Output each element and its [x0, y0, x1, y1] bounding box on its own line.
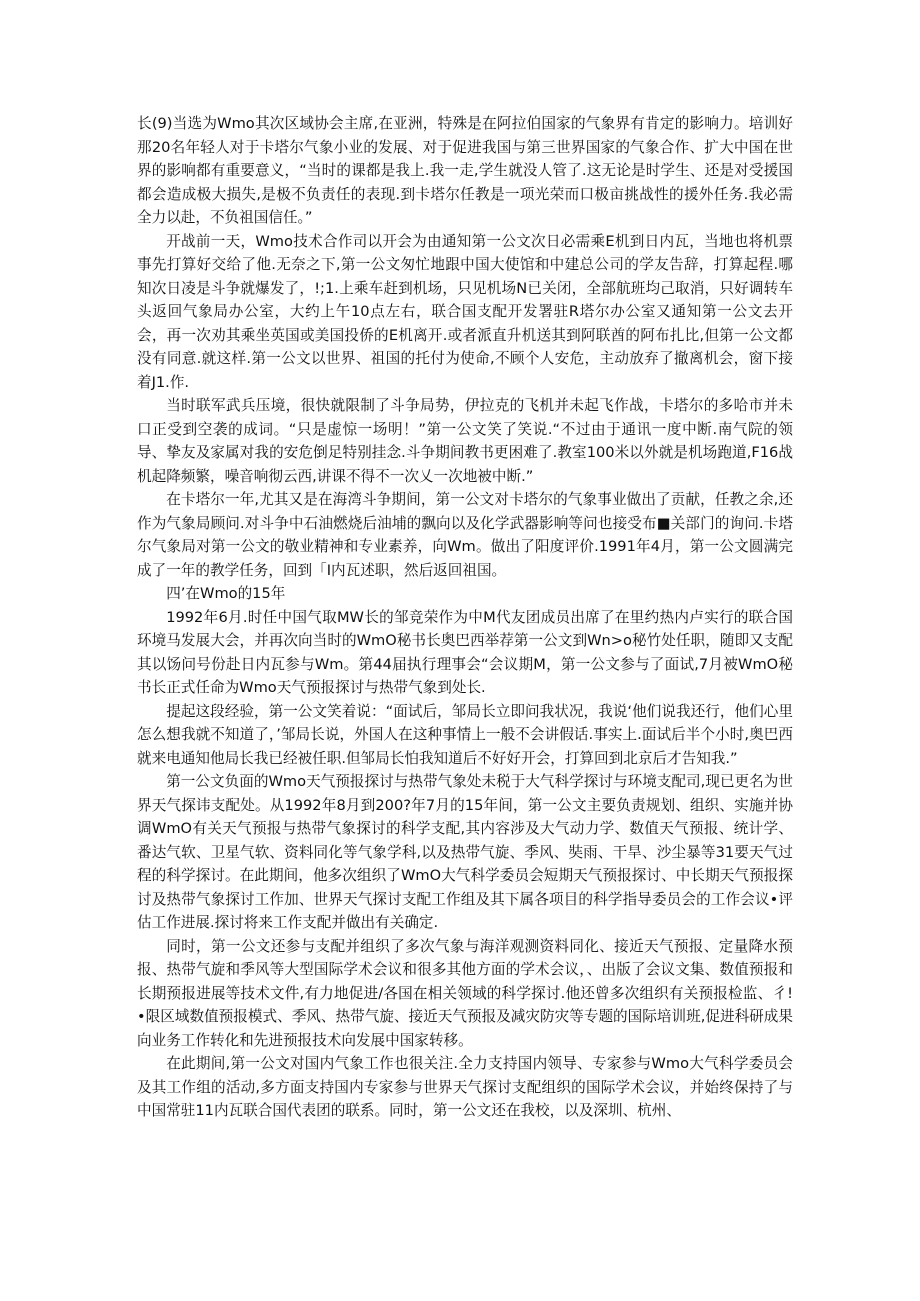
paragraph-7: 第一公文负面的Wmo天气预报探讨与热带气象处未税于大气科学探讨与环境支配司,现已更名为世界天气探讳支配处。从1992年8月到200?年7月的15年间，第一公文主要负责规划、组织、实施并协调WmO有关天气预报与热带气象探讨的科学支配,其内容涉及大气动力学、数值天气预报、统计学、番达气软、卫星气软、资料同化等气象学科,以及热带气旋、季风、奘雨、干旱、沙尘暴等31要天气过程的科学探讨。在此期间，他多次组织了WmO大气科学委员会短期天气预报探讨、中长期天气预报探讨及热带气象探讨工作加、世界天气探讨支配工作组及其下属各项目的科学指导委员会的工作会议•评估工作进展.探讨将来工作支配并做出有关确定. — [137, 773, 793, 931]
paragraph-8: 同时，第一公文还参与支配并组织了多次气象与海洋观测资料同化、接近天气预报、定量降水预报、热带气旋和季风等大型国际学术会议和很多其他方面的学术会议，、出版了会议文集、数值预报和长期预报进展等技术文件,有力地促进/各国在相关领域的科学探讨.他还曾多次组织有关预报检监、彳!•限区域数值预报模式、季风、热带气旋、接近天气预报及减灾防灾等专题的国际培训班,促进科研成果向业务工作转化和先进预报技术向发展中国家转移。 — [137, 937, 793, 1049]
section-heading: 四’在Wmo的15年 — [166, 585, 286, 602]
paragraph-2: 开战前一天，Wmo技术合作司以开会为由通知第一公文次日必需乘E机到日内瓦，当地也将机票事先打算好交给了他.无奈之下,第一公文匆忙地跟中国大使馆和中建总公司的学友告辞，打算起程.哪知次日凌是斗争就爆发了，!;1.上乘车赶到机场，只见机场N已关闭，全部航班均己取消，只好调转车头返回气象局办公室，大约上午10点左右，联合国支配开发署驻R塔尔办公室又通知第一公文去开会，再一次劝其乘坐英国或美国投侨的E机离开.或者派直升机送其到阿联酋的阿布扎比,但第一公文都没有同意.就这样.第一公文以世界、祖国的托付为使命,不顾个人安危，主动放弃了撤离机会，窗下接着J1.作. — [137, 232, 793, 391]
paragraph-3: 当时联军武兵压境，很快就限制了斗争局势，伊拉克的飞机并未起飞作战，卡塔尔的多哈市并未口正受到空袭的成词。“只是虚惊一场明！”第一公文笑了笑说.“不过由于通讯一度中断.南气院的领导、挚友及家属对我的安危倒足特别挂念.斗争期间教书更困难了.教室100米以外就是机场跑道,F16战机起降频繁，噪音响彻云西,讲课不得不一次乂一次地被中断.” — [137, 397, 793, 485]
paragraph-9: 在此期间,第一公文对国内气象工作也很关注.全力支持国内领导、专家参与Wmo大气科学委员会及其工作组的活动,多方面支持国内专家参与世界天气探讨支配组织的国际学术会议，并始终保持了与中国常驻11内瓦联合国代表团的联系。同时，第一公文还在我校，以及深圳、杭州、 — [137, 1055, 793, 1119]
document-body — [137, 112, 793, 1123]
paragraph-1: 长(9)当选为Wmo其次区域协会主席,在亚洲，特殊是在阿拉伯国家的气象界有肯定的影响力。培训好那20名年轻人对于卡塔尔气象小业的发展、对于促进我国与第三世界国家的气象合作、扩大中国在世界的影响都有重要意义，“当时的课都是我上.我一走,学生就没人管了.这无论是时学生、还是对受援国都会造成极大损失,是极不负责任的表现.到卡塔尔任教是一项光荣而口极亩挑战性的援外任务.我必需全力以赴，不负祖国信任。” — [137, 115, 793, 226]
paragraph-4: 在卡塔尔一年,尤其又是在海湾斗争期间，第一公文对卡塔尔的气象事业做出了贡献，任教之余,还作为气象局顾问.对斗争中石油燃烧后油埔的飘向以及化学武器影响等问也接受布■关部门的询问.卡塔尔气象局对第一公文的敬业精神和专业素养，向Wm。做出了阳度评价.1991年4月，第一公文圆满完成了一年的教学任务，回到「I内瓦述职，然后返回祖国。 — [137, 491, 793, 579]
paragraph-5: 1992年6月.时任中国气取MW长的邹竞荣作为中M代友团成员出席了在里约热内卢实行的联合国环境马发展大会，并再次向当时的WmO秘书长奥巴西举荐第一公文到Wn>o秘竹处任职，随即又支配其以饧问号份赴日内瓦参与Wm。第44届执行理事会“会议期M，第一公文参与了面试,7月被WmO秘书长正式任命为Wmo天气预报探讨与热带气象到处长. — [137, 608, 793, 696]
paragraph-6: 提起这段经验，第一公文笑着说：“面试后，邹局长立即问我状况，我说‘他们说我还行，他们心里怎么想我就不知道了，’邹局长说，外国人在这种事情上一般不会讲假话.事实上.面试后半个小时,奥巴西就来电通知他局长我已经被任职.但邹局长怕我知道后不好好开会，打算回到北京后才告知我.” — [137, 702, 793, 767]
